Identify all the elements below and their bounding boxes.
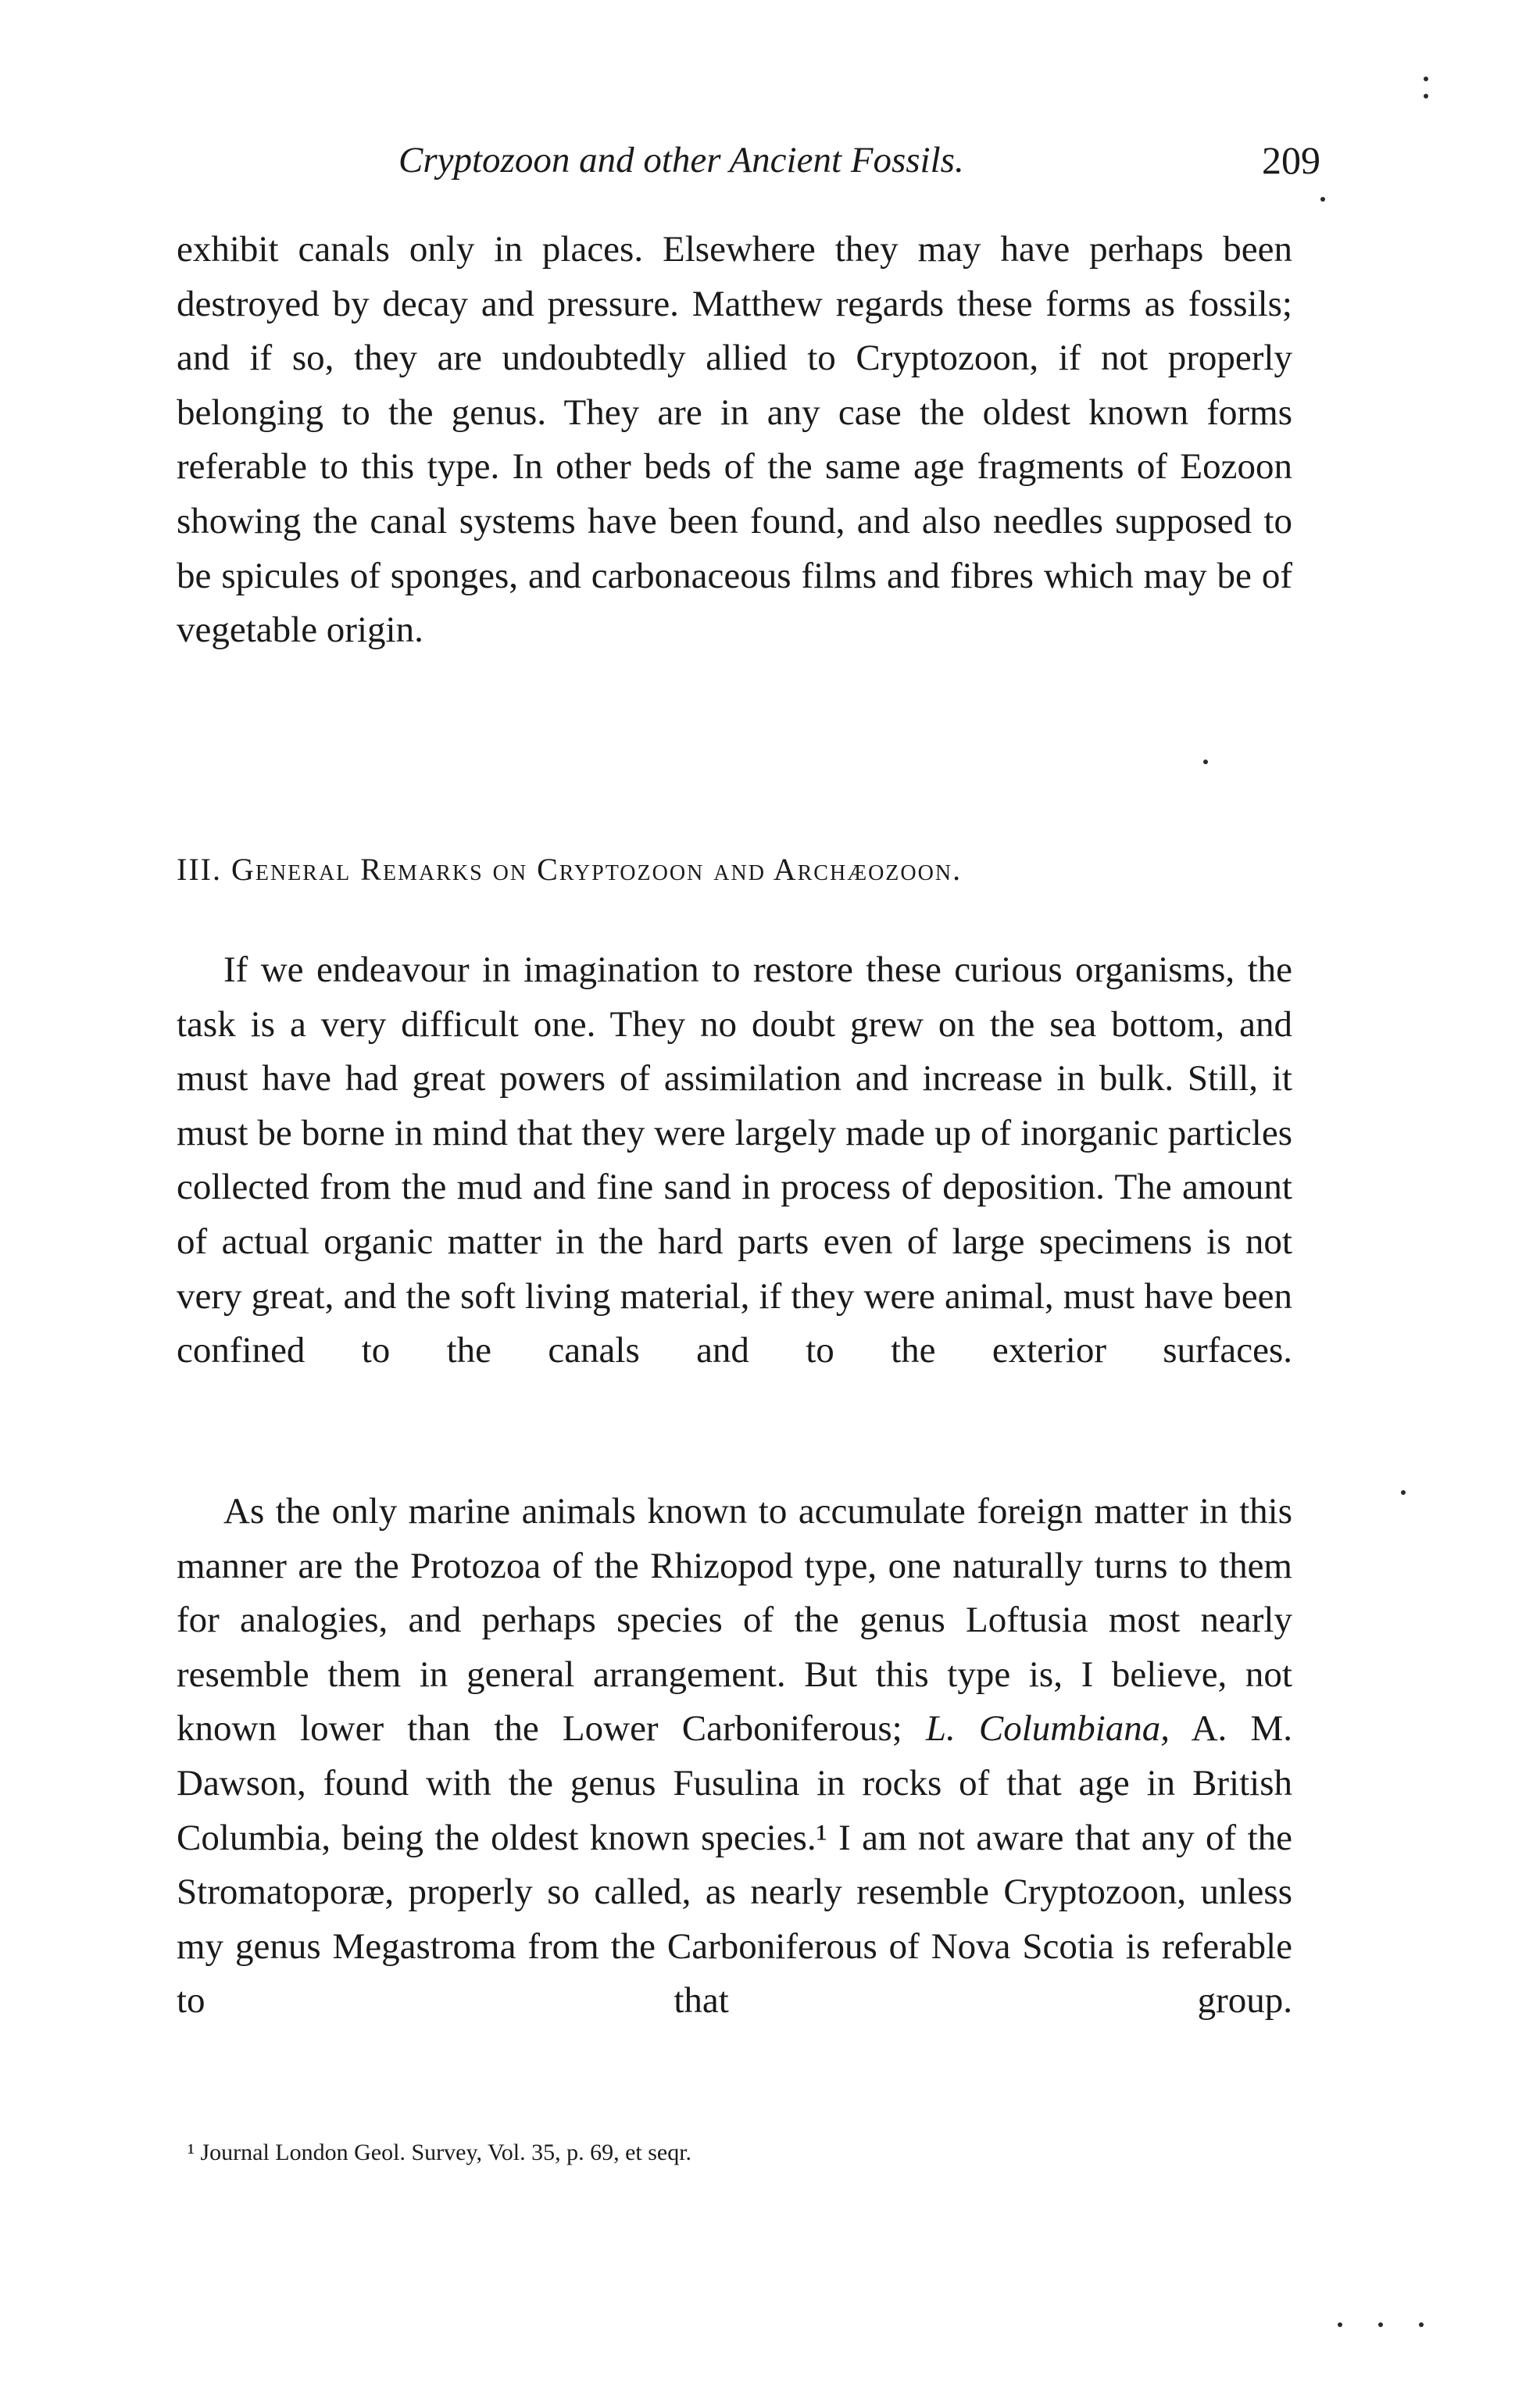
scan-speck [1320,197,1325,202]
section-heading: III. General Remarks on Cryptozoon and Archæozoon. [177,852,963,887]
scan-speck [1419,2322,1424,2327]
running-title: Cryptozoon and other Ancient Fossils. [398,140,964,181]
scan-speck [1424,77,1428,81]
scan-speck [1401,1490,1406,1495]
paragraph-3-part-2: A. M. Dawson, found with the genus Fusulina in rocks of that age in British Columbia, being the oldest known species.¹ I am not aware that any of the Stromatoporæ, properly so called, as nearly resemble Cryptozoon, unless my genus Megastroma from the Carboniferous of Nova Scotia is referable to that group. [177,1708,1292,2022]
page-number: 209 [1262,138,1320,182]
paragraph-2-text: If we endeavour in imagination to restore these curious organisms, the task is a very difficult one. They no doubt grew on the sea bottom, and must have had great powers of assimilation and increase in bulk. Still, it must be borne in mind that they were largely made up of inorganic particles collected from the mud and fine sand in process of deposition. The amount of actual organic matter in the hard parts even of large specimens is not very great, and the soft living material, if they were animal, must have been confined to the canals and to the exterior surfaces. [177,949,1292,1371]
scan-speck [1378,2322,1383,2327]
running-head [398,133,1320,188]
paragraph-2 [177,943,1292,1378]
footnote: ¹ Journal London Geol. Survey, Vol. 35, p. 69, et seqr. [188,2140,692,2165]
paragraph-3-part-1: As the only marine animals known to accumulate foreign matter in this manner are the Protozoa of the Rhizopod type, one naturally turns to them for analogies, and perhaps species of the genus Loftusia most nearly resemble them in general arrangement. But this type is, I believe, not known lower than the Lower Carboniferous; [177,1491,1292,1750]
paragraph-1-text: exhibit canals only in places. Elsewhere they may have perhaps been destroyed by decay and pressure. Matthew regards these forms as fossils; and if so, they are undoubtedly allied to Cryptozoon, if not properly belonging to the genus. They are in any case the oldest known forms referable to this type. In other beds of the same age fragments of Eozoon showing the canal systems have been found, and also needles supposed to be spicules of sponges, and carbonaceous films and fibres which may be of vegetable origin. [177,229,1292,651]
species-name: L. Columbiana, [925,1708,1170,1750]
paragraph-3 [177,1485,1292,2029]
paragraph-3-text [177,1485,1292,2029]
scan-speck [1203,760,1208,764]
scan-speck [1424,94,1428,98]
paragraph-1 [177,223,1292,658]
scan-speck [1338,2322,1342,2327]
